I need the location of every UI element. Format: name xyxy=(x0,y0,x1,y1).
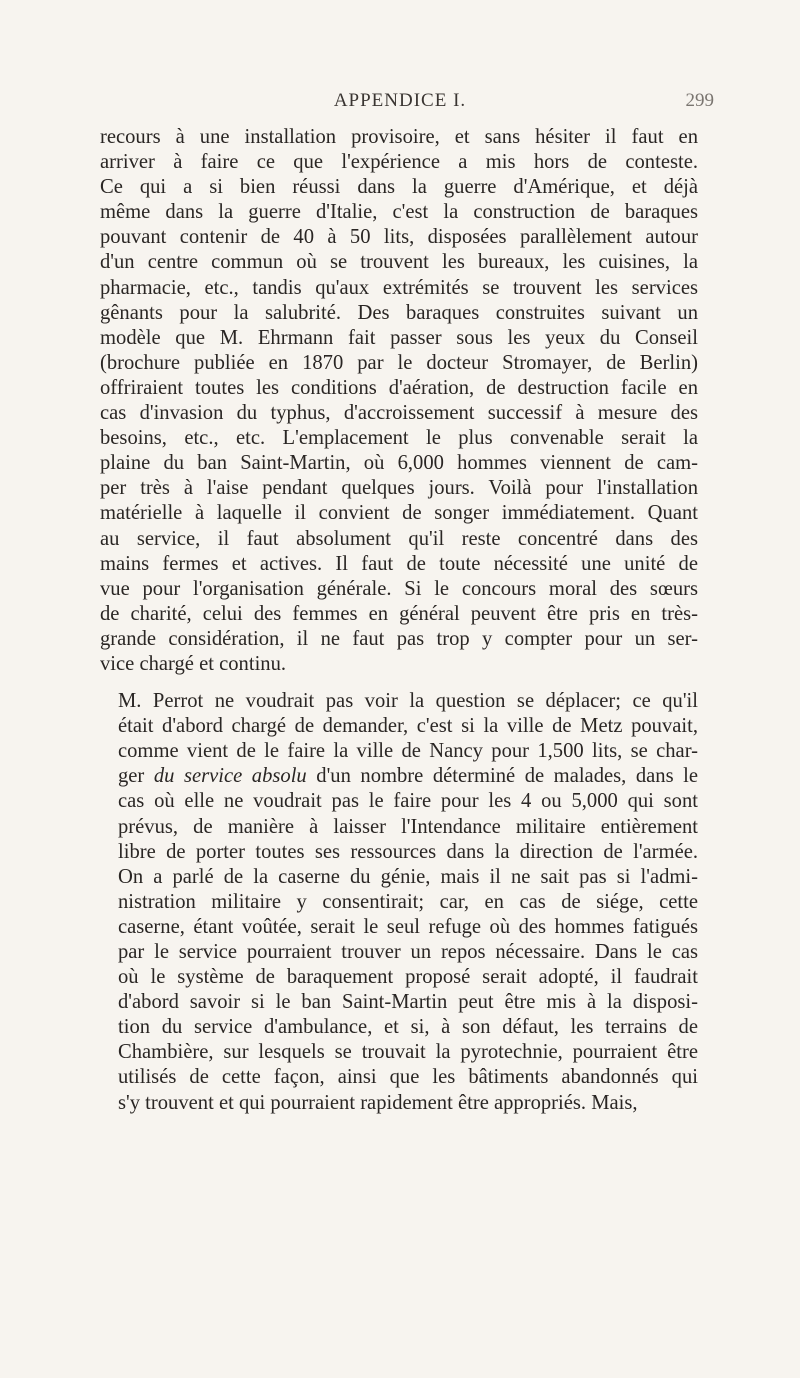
text-line: grande considération, il ne faut pas trop y compter pour un ser- xyxy=(100,627,698,650)
text-line: prévus, de manière à laisser l'Intendance militaire entièrement xyxy=(118,815,698,838)
text-line: mains fermes et actives. Il faut de toute nécessité une unité de xyxy=(100,552,698,575)
text-line: arriver à faire ce que l'expérience a mis hors de conteste. xyxy=(100,151,698,174)
text-line: libre de porter toutes ses ressources dans la direction de l'armée. xyxy=(118,840,698,863)
text-line: caserne, étant voûtée, serait le seul refuge où des hommes fatigués xyxy=(118,915,698,938)
page-number: 299 xyxy=(685,90,714,111)
text-line: per très à l'aise pendant quelques jours. Voilà pour l'installation xyxy=(100,477,698,500)
text-line: On a parlé de la caserne du génie, mais il ne sait pas si l'admi- xyxy=(118,865,698,888)
text-line: offriraient toutes les conditions d'aération, de destruction facile en xyxy=(100,376,698,399)
text-line: plaine du ban Saint-Martin, où 6,000 hommes viennent de cam- xyxy=(100,452,698,475)
text-line: Chambière, sur lesquels se trouvait la pyrotechnie, pourraient être xyxy=(118,1041,698,1064)
text-line: où le système de baraquement proposé serait adopté, il faudrait xyxy=(118,966,698,989)
text-line: pharmacie, etc., tandis qu'aux extrémités se trouvent les services xyxy=(100,276,698,299)
text-line: tion du service d'ambulance, et si, à son défaut, les terrains de xyxy=(118,1016,698,1039)
text-line: pouvant contenir de 40 à 50 lits, disposées parallèlement autour xyxy=(100,226,698,249)
text-line: cas d'invasion du typhus, d'accroissement successif à mesure des xyxy=(100,402,698,425)
text-line: même dans la guerre d'Italie, c'est la construction de baraques xyxy=(100,201,698,224)
paragraph-2 xyxy=(100,689,698,1116)
text-line: était d'abord chargé de demander, c'est si la ville de Metz pouvait, xyxy=(118,715,698,738)
text-line: de charité, celui des femmes en général peuvent être pris en très- xyxy=(100,602,698,625)
text-line: vice chargé et continu. xyxy=(100,652,287,675)
body-text xyxy=(100,125,698,1116)
text-line: comme vient de le faire la ville de Nancy pour 1,500 lits, se char- xyxy=(118,740,698,763)
text-line: s'y trouvent et qui pourraient rapidement être appropriés. Mais, xyxy=(118,1091,638,1114)
text-line: modèle que M. Ehrmann fait passer sous les yeux du Conseil xyxy=(100,326,698,349)
text-line: au service, il faut absolument qu'il reste concentré dans des xyxy=(100,527,698,550)
text-line: par le service pourraient trouver un repos nécessaire. Dans le cas xyxy=(118,941,698,963)
text-line: nistration militaire y consentirait; car, en cas de siége, cette xyxy=(118,890,698,913)
text-line: cas où elle ne voudrait pas le faire pour les 4 ou 5,000 qui sont xyxy=(118,790,698,813)
paragraph-1 xyxy=(100,125,698,677)
text-line: d'un centre commun où se trouvent les bureaux, les cuisines, la xyxy=(100,251,698,274)
text-line: (brochure publiée en 1870 par le docteur Stromayer, de Berlin) xyxy=(100,351,698,374)
text-line: recours à une installation provisoire, et sans hésiter il faut en xyxy=(100,126,698,148)
text-line: d'abord savoir si le ban Saint-Martin peut être mis à la disposi- xyxy=(118,991,698,1014)
text-line: vue pour l'organisation générale. Si le concours moral des sœurs xyxy=(100,577,698,600)
running-head: APPENDICE I. xyxy=(333,90,467,111)
page-header xyxy=(0,88,800,118)
text-line: gênants pour la salubrité. Des baraques construites suivant un xyxy=(100,301,698,324)
text-line: Ce qui a si bien réussi dans la guerre d'Amérique, et déjà xyxy=(100,176,698,199)
text-line: ger du service absolu d'un nombre déterminé de malades, dans le xyxy=(118,765,698,788)
text-line: utilisés de cette façon, ainsi que les bâtiments abandonnés qui xyxy=(118,1066,698,1089)
text-line: matérielle à laquelle il convient de songer immédiatement. Quant xyxy=(100,502,698,525)
text-line: M. Perrot ne voudrait pas voir la question se déplacer; ce qu'il xyxy=(118,690,698,713)
text-line: besoins, etc., etc. L'emplacement le plus convenable serait la xyxy=(100,427,698,450)
